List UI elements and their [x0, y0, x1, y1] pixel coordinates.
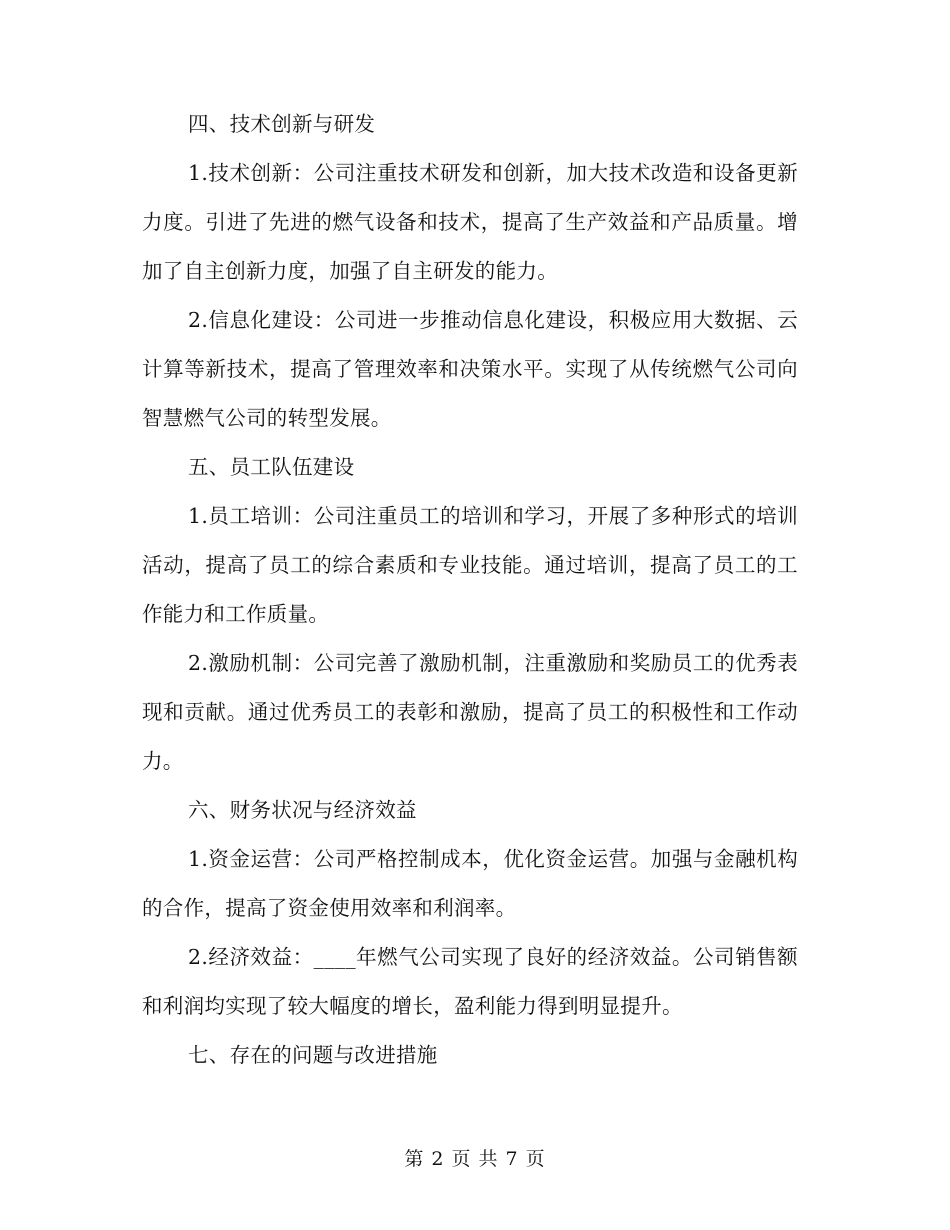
paragraph-economic-benefit: 2.经济效益：____年燃气公司实现了良好的经济效益。公司销售额和利润均实现了较大幅度的增长，盈利能力得到明显提升。	[142, 945, 798, 1018]
paragraph-tech-innovation: 1.技术创新：公司注重技术研发和创新，加大技术改造和设备更新力度。引进了先进的燃气设备和技术，提高了生产效益和产品质量。增加了自主创新力度，加强了自主研发的能力。	[142, 161, 798, 283]
paragraph-fund-operation: 1.资金运营：公司严格控制成本，优化资金运营。加强与金融机构的合作，提高了资金使用效率和利润率。	[142, 847, 798, 920]
section-heading-6: 六、财务状况与经济效益	[188, 798, 417, 822]
section-heading-5: 五、员工队伍建设	[188, 455, 355, 479]
paragraph-informatization: 2.信息化建设：公司进一步推动信息化建设，积极应用大数据、云计算等新技术，提高了管理效率和决策水平。实现了从传统燃气公司向智慧燃气公司的转型发展。	[142, 308, 798, 430]
paragraph-employee-training: 1.员工培训：公司注重员工的培训和学习，开展了多种形式的培训活动，提高了员工的综合素质和专业技能。通过培训，提高了员工的工作能力和工作质量。	[142, 504, 798, 626]
section-heading-4: 四、技术创新与研发	[188, 112, 376, 136]
page-number-footer: 第 2 页 共 7 页	[404, 1148, 546, 1170]
paragraph-incentive-mechanism: 2.激励机制：公司完善了激励机制，注重激励和奖励员工的优秀表现和贡献。通过优秀员工的表彰和激励，提高了员工的积极性和工作动力。	[142, 651, 798, 773]
section-heading-7: 七、存在的问题与改进措施	[188, 1043, 438, 1067]
document-body	[142, 100, 798, 1080]
